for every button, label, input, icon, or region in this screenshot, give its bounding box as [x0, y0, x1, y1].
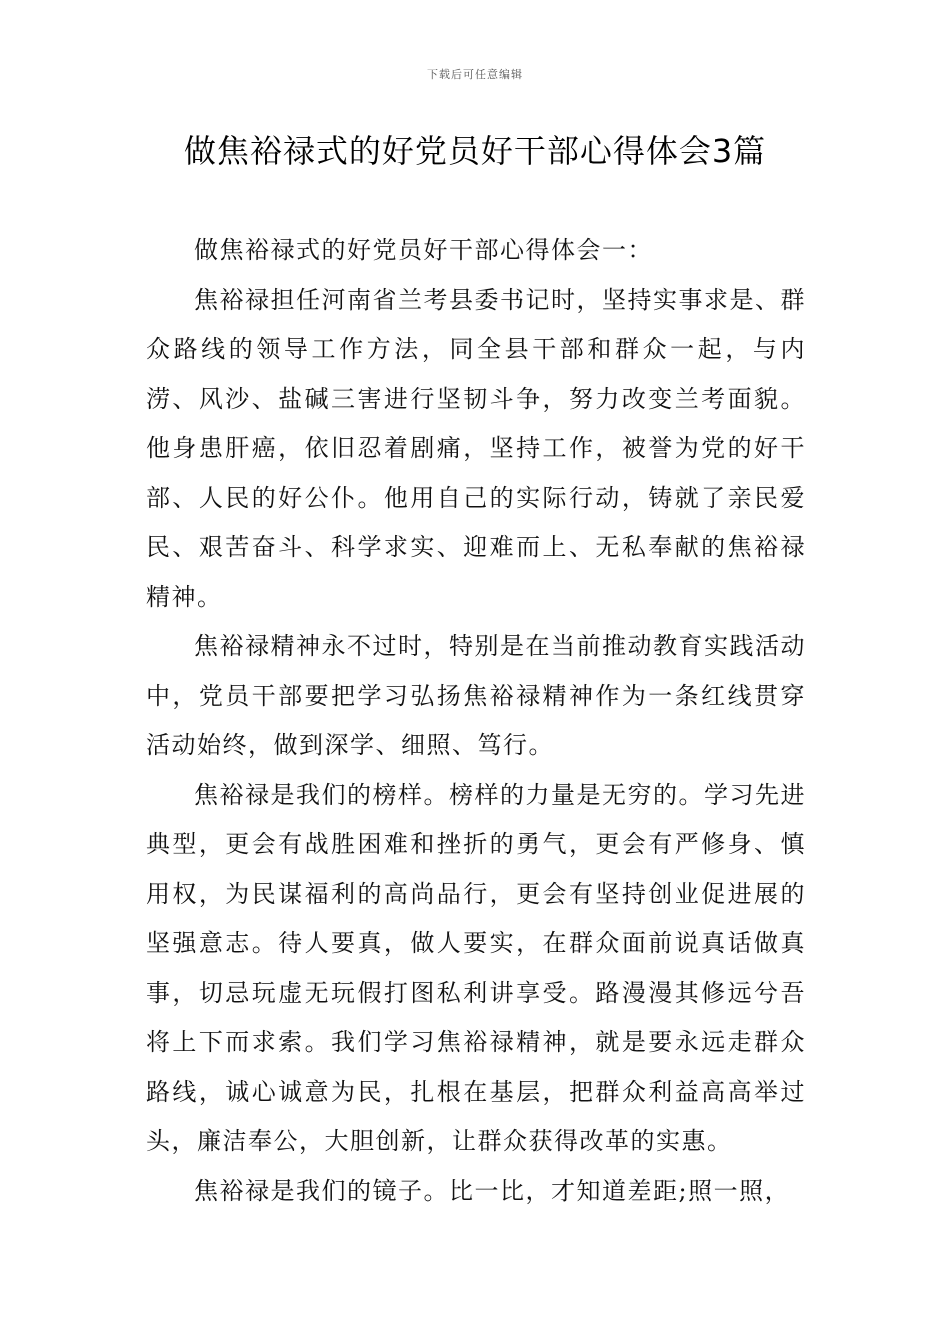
document-body — [146, 226, 806, 1216]
document-title: 做焦裕禄式的好党员好干部心得体会3篇 — [183, 132, 767, 170]
section-heading: 做焦裕禄式的好党员好干部心得体会一： — [194, 236, 653, 264]
paragraph: 焦裕禄是我们的榜样。榜样的力量是无穷的。学习先进典型，更会有战胜困难和挫折的勇气，更会有严修身、慎用权，为民谋福利的高尚品行，更会有坚持创业促进展的坚强意志。待人要真，做人要实，在群众面前说真话做真事，切忌玩虚无玩假打图私利讲享受。路漫漫其修远兮吾将上下而求索。我们学习焦裕禄精神，就是要永远走群众路线，诚心诚意为民，扎根在基层，把群众利益高高举过头，廉洁奉公，大胆创新，让群众获得改革的实惠。 — [146, 780, 806, 1155]
header-note: 下载后可任意编辑 — [427, 68, 523, 81]
paragraph: 焦裕禄精神永不过时，特别是在当前推动教育实践活动中，党员干部要把学习弘扬焦裕禄精神作为一条红线贯穿活动始终，做到深学、细照、笃行。 — [146, 632, 806, 759]
paragraph: 焦裕禄担任河南省兰考县委书记时，坚持实事求是、群众路线的领导工作方法，同全县干部和群众一起，与内涝、风沙、盐碱三害进行坚韧斗争，努力改变兰考面貌。他身患肝癌，依旧忍着剧痛，坚持工作，被誉为党的好干部、人民的好公仆。他用自己的实际行动，铸就了亲民爱民、艰苦奋斗、科学求实、迎难而上、无私奉献的焦裕禄精神。 — [146, 285, 806, 611]
paragraph: 焦裕禄是我们的镜子。比一比，才知道差距;照一照， — [194, 1176, 791, 1205]
